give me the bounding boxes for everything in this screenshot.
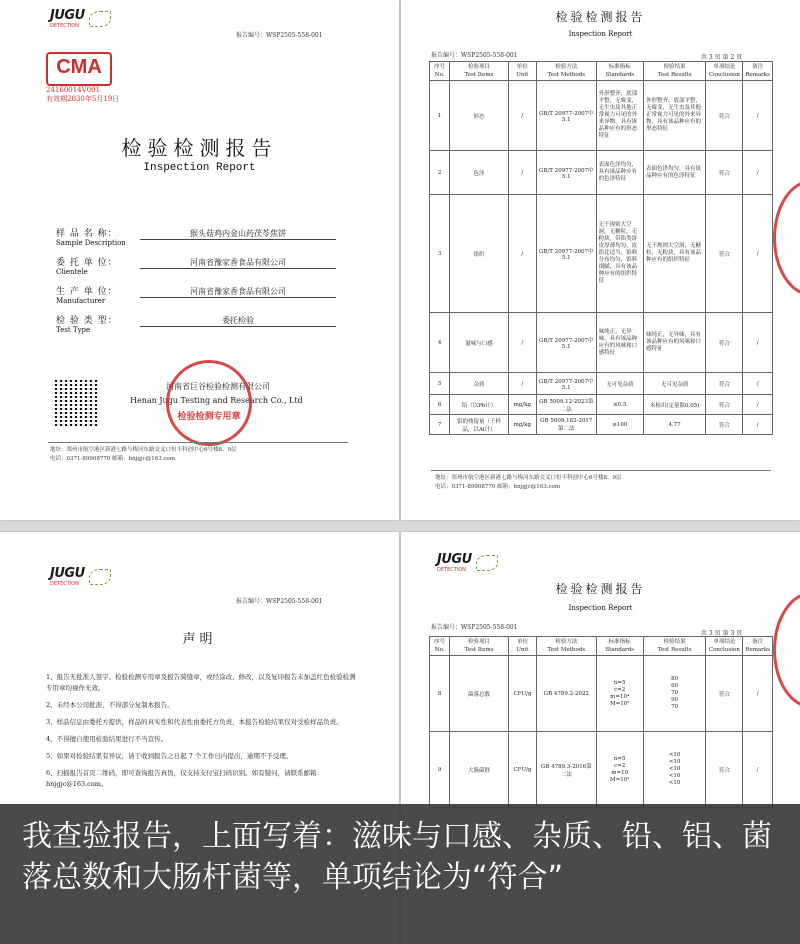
- header-cn: 备注: [752, 64, 764, 70]
- col-header: [536, 62, 596, 81]
- cell-method: GB/T 20977-2007中5.1: [536, 81, 596, 151]
- official-seal-icon: [166, 360, 252, 446]
- header-en: Test Results: [657, 647, 692, 653]
- col-header: [450, 637, 508, 656]
- report-number: 报告编号：WSP2505-558-001: [431, 52, 518, 59]
- cell-standard: 外形整齐，底部平整，无霉变，无生虫及其他正常视力可见的外来异物，具有该品种应有的形态特征: [596, 81, 643, 151]
- page-title: 检验检测报告: [555, 582, 646, 596]
- cell-standard: ≤100: [596, 415, 643, 435]
- cell-conclusion: 符合: [706, 195, 743, 313]
- cell-result: 4.77: [643, 415, 705, 435]
- cell-standard: 味纯正，无异味，具有该品种应有的风味和口感特征: [596, 313, 643, 373]
- cell-method: GB 5009.182-2017第二法: [536, 415, 596, 435]
- declaration-item: 1、报告无批准人签字、检验检测专用章及报告骑缝章，或经涂改、修改，以及复印报告未加盖红色检验检测专用章均视作无效。: [46, 673, 356, 692]
- field-label: 生 产 单 位：: [56, 287, 118, 297]
- cell-conclusion: 符合: [706, 732, 743, 808]
- header-en: Unit: [516, 72, 529, 78]
- footer-address: [435, 474, 622, 492]
- cell-unit: /: [508, 151, 536, 195]
- header-en: No.: [434, 647, 445, 653]
- header-cn: 检验方法: [555, 64, 578, 70]
- declaration-item: 3、样品信息由委托方提供，样品的真实性和代表性由委托方负责，本报告检验结果仅对受检样品负责。: [46, 718, 343, 726]
- cell-unit: CFU/g: [508, 732, 536, 808]
- col-header: [706, 62, 743, 81]
- header-en: Test Results: [657, 72, 692, 78]
- cell-result: <10 <10 <10 <10 <10: [643, 732, 706, 808]
- cell-result: 未检出(定量限0.05): [643, 395, 705, 415]
- declaration-item: 4、不得擅自使用检验结果进行不当宣传。: [46, 735, 168, 743]
- header-cn: 检验项目: [467, 64, 490, 70]
- brand-logo: [50, 8, 111, 29]
- header-en: Test Items: [464, 72, 494, 78]
- brand-sub: DETECTION: [50, 581, 79, 587]
- cell-result: 无可见杂质: [643, 373, 705, 395]
- field-clientele: [56, 255, 356, 276]
- table-row: [430, 373, 773, 395]
- header-en: Unit: [516, 647, 529, 653]
- cell-result: 味纯正，无异味，具有该品种应有的风味和口感特征: [643, 313, 705, 373]
- report-number: 报告编号：WSP2505-558-001: [236, 32, 323, 39]
- cell-no: 5: [430, 373, 450, 395]
- cell-item: 铝的残留量（干样品，以Al计）: [450, 415, 508, 435]
- address-text: 地址：郑州市航空港区新港七路与梅河东路交叉口恒丰科创中心6号楼8、9层: [50, 447, 237, 453]
- cell-no: 6: [430, 395, 450, 415]
- header-cn: 单位: [516, 639, 528, 645]
- brand-name: JUGU: [437, 552, 472, 567]
- cell-result: 80 60 70 90 70: [643, 656, 706, 732]
- seal-text: 检验检测专用章: [177, 412, 241, 422]
- field-label-en: Clientele: [56, 268, 88, 276]
- cma-valid-date: 有效期2030年5月19日: [46, 95, 120, 103]
- header-cn: 检验结果: [663, 639, 686, 645]
- field-label: 样 品 名 称：: [56, 229, 118, 239]
- page-subtitle: Inspection Report: [568, 604, 633, 612]
- cell-unit: CFU/g: [508, 656, 536, 732]
- col-header: [430, 637, 450, 656]
- cell-conclusion: 符合: [706, 415, 743, 435]
- cell-remark: /: [743, 373, 773, 395]
- cell-standard: n=5 c=2 m=10⁴ M=10⁵: [596, 656, 643, 732]
- table-row: [430, 195, 773, 313]
- declaration-item: 5、如果对检验结果有异议，请于收到报告之日起 7 个工作日内提出，逾期不予受理。: [46, 752, 293, 760]
- cell-remark: /: [743, 81, 773, 151]
- address-text: 地址：郑州市航空港区新港七路与梅河东路交叉口恒丰科创中心6号楼8、9层: [435, 475, 622, 481]
- cell-method: GB 4789.3-2016第二法: [537, 732, 596, 808]
- field-label-en: Manufacturer: [56, 297, 106, 305]
- table-header-row: [430, 62, 773, 81]
- cell-result: 外形整齐，底部平整，无霉变，无生虫及其他正常视力可见的外来异物，具有该品种应有的形态特征: [643, 81, 705, 151]
- cell-standard: 无可见杂质: [596, 373, 643, 395]
- cell-method: GB/T 20977-2007中5.1: [536, 373, 596, 395]
- table-row: [430, 151, 773, 195]
- page-subtitle: Inspection Report: [568, 30, 633, 38]
- footer-address: [50, 446, 237, 464]
- header-en: Test Methods: [547, 72, 586, 78]
- table-row: [430, 81, 773, 151]
- page-number: 共 3 页 第 3 页: [701, 630, 743, 637]
- cell-remark: /: [743, 151, 773, 195]
- cell-method: GB 5009.12-2023第二法: [536, 395, 596, 415]
- col-header: [596, 62, 643, 81]
- header-en: No.: [434, 72, 445, 78]
- cma-code-number: 24160014V001: [46, 86, 101, 94]
- field-value: 河南省豫家香食品有限公司: [140, 257, 336, 269]
- cell-conclusion: 符合: [706, 151, 743, 195]
- header-cn: 标准指标: [608, 639, 631, 645]
- cell-remark: /: [743, 732, 773, 808]
- header-en: Conclusion: [708, 72, 740, 78]
- declaration-title: 声明: [182, 632, 217, 647]
- cell-no: 1: [430, 81, 450, 151]
- contact-text: 电话：0371-89908770 邮箱：hnjgjc@163.com: [435, 484, 561, 490]
- cell-item: 色泽: [450, 151, 508, 195]
- field-test-type: [56, 313, 356, 334]
- field-value: 河南省豫家香食品有限公司: [140, 286, 336, 298]
- cell-remark: /: [743, 656, 773, 732]
- page-title: 检验检测报告: [121, 136, 278, 160]
- cell-no: 4: [430, 313, 450, 373]
- cell-remark: /: [743, 415, 773, 435]
- header-en: Test Methods: [547, 647, 586, 653]
- cell-conclusion: 符合: [706, 395, 743, 415]
- cell-method: GB/T 20977-2007中5.1: [536, 151, 596, 195]
- field-manufacturer: [56, 284, 356, 305]
- report-cover-page: [0, 0, 399, 520]
- header-cn: 单项结论: [713, 639, 736, 645]
- cell-method: GB/T 20977-2007中5.1: [536, 195, 596, 313]
- cell-item: 形态: [450, 81, 508, 151]
- declaration-item: 6、扫描报告首页二维码，即可查询报告真伪，仅支持支付宝扫码识别。如有疑问，请联系邮箱：hnjgjc@163.com。: [46, 769, 324, 788]
- col-header: [508, 62, 536, 81]
- declaration-item: 2、未经本公司批准，不得部分复制本报告。: [46, 701, 174, 709]
- col-header: [430, 62, 450, 81]
- field-label: 委 托 单 位：: [56, 258, 118, 268]
- col-header: [450, 62, 508, 81]
- cell-item: 滋味与口感: [450, 313, 508, 373]
- table-row: [430, 313, 773, 373]
- leaf-logo-icon: [476, 555, 498, 571]
- col-header: [743, 637, 773, 656]
- cell-conclusion: 符合: [706, 656, 743, 732]
- qr-code-icon[interactable]: [52, 380, 98, 426]
- cell-unit: /: [508, 313, 536, 373]
- cell-item: 铅（以Pb计）: [450, 395, 508, 415]
- header-cn: 备注: [752, 639, 764, 645]
- cell-conclusion: 符合: [706, 373, 743, 395]
- field-sample: [56, 226, 356, 247]
- col-header: [508, 637, 536, 656]
- divider: [48, 442, 348, 443]
- brand-name: JUGU: [50, 8, 85, 23]
- cell-method: GB/T 20977-2007中5.1: [536, 313, 596, 373]
- declaration-list: [46, 672, 356, 796]
- cell-conclusion: 符合: [706, 81, 743, 151]
- cell-item: 组织: [450, 195, 508, 313]
- cell-standard: 无不规则大空洞，无糖粒，无粉块，带馅类饼皮厚薄均匀，皮馅比适当，馅料分布均匀，馅料细腻，具有该品种应有的组织特征: [596, 195, 643, 313]
- seam-seal-icon: [773, 180, 800, 296]
- cell-unit: /: [508, 195, 536, 313]
- leaf-logo-icon: [89, 569, 111, 585]
- cell-conclusion: 符合: [706, 313, 743, 373]
- cell-no: 3: [430, 195, 450, 313]
- cell-item: 大肠菌群: [450, 732, 508, 808]
- cell-method: GB 4789.2-2022: [537, 656, 596, 732]
- cell-unit: mg/kg: [508, 395, 536, 415]
- field-label-en: Sample Description: [56, 239, 126, 247]
- leaf-logo-icon: [89, 11, 111, 27]
- cell-result: 表面色泽均匀，具有该品种应有的色泽特征: [643, 151, 705, 195]
- brand-name: JUGU: [50, 566, 85, 581]
- table-row: [430, 395, 773, 415]
- header-en: Standards: [605, 647, 634, 653]
- contact-text: 电话：0371-89908770 邮箱：hnjgjc@163.com: [50, 456, 176, 462]
- header-cn: 单项结论: [713, 64, 736, 70]
- field-value: 猴头菇鸡内金山药茯苓焦饼: [140, 228, 336, 240]
- table-header-row: [430, 637, 773, 656]
- field-label: 检 验 类 型：: [56, 316, 118, 326]
- header-en: Test Items: [464, 647, 494, 653]
- col-header: [537, 637, 596, 656]
- field-label-en: Test Type: [56, 326, 91, 334]
- page-number: 共 3 页 第 2 页: [701, 54, 743, 61]
- caption-overlay: 我查验报告，上面写着：滋味与口感、杂质、铅、铝、菌落总数和大肠杆菌等，单项结论为“符合”: [0, 804, 800, 944]
- page-subtitle: Inspection Report: [143, 162, 256, 174]
- brand-logo: [50, 566, 111, 587]
- header-cn: 单位: [516, 64, 528, 70]
- header-en: Remarks: [745, 72, 770, 78]
- cell-unit: /: [508, 81, 536, 151]
- brand-sub: DETECTION: [50, 23, 79, 29]
- cell-no: 2: [430, 151, 450, 195]
- page-title: 检验检测报告: [555, 10, 646, 24]
- cell-remark: /: [743, 395, 773, 415]
- col-header: [643, 62, 705, 81]
- col-header: [643, 637, 706, 656]
- header-en: Standards: [605, 72, 635, 78]
- cell-unit: /: [508, 373, 536, 395]
- brand-sub: DETECTION: [437, 567, 466, 573]
- header-cn: 检验方法: [555, 639, 578, 645]
- results-table: [429, 636, 773, 808]
- cma-mark-icon: CMA: [46, 52, 112, 86]
- header-en: Conclusion: [708, 647, 740, 653]
- report-results-page-2: [401, 0, 800, 520]
- cell-item: 菌落总数: [450, 656, 508, 732]
- col-header: [706, 637, 743, 656]
- header-cn: 检验结果: [663, 64, 686, 70]
- table-row: [430, 656, 773, 732]
- cell-no: 8: [430, 656, 450, 732]
- report-number: 报告编号：WSP2505-558-001: [236, 598, 323, 605]
- header-cn: 检验项目: [468, 639, 491, 645]
- cma-code: [46, 86, 119, 104]
- org-name-en: Henan Jugu Testing and Research Co., Ltd: [130, 396, 303, 405]
- results-table: [429, 61, 773, 435]
- col-header: [743, 62, 773, 81]
- col-header: [596, 637, 643, 656]
- cell-standard: ≤0.5: [596, 395, 643, 415]
- header-cn: 标准指标: [608, 64, 631, 70]
- header-cn: 序号: [434, 64, 446, 70]
- cell-no: 9: [430, 732, 450, 808]
- header-cn: 序号: [434, 639, 446, 645]
- cell-standard: n=5 c=2 m=10 M=10²: [596, 732, 643, 808]
- divider: [431, 470, 771, 471]
- cell-remark: /: [743, 313, 773, 373]
- report-number: 报告编号：WSP2505-558-001: [431, 624, 518, 631]
- cell-item: 杂质: [450, 373, 508, 395]
- table-row: [430, 732, 773, 808]
- field-value: 委托检验: [140, 315, 336, 327]
- cell-unit: mg/kg: [508, 415, 536, 435]
- cell-no: 7: [430, 415, 450, 435]
- cell-standard: 表面色泽均匀，具有该品种应有的色泽特征: [596, 151, 643, 195]
- header-en: Remarks: [745, 647, 770, 653]
- table-row: [430, 415, 773, 435]
- cell-remark: /: [743, 195, 773, 313]
- brand-logo: [437, 552, 498, 573]
- org-name-cn: 河南省巨谷检验检测有限公司: [166, 382, 270, 391]
- cell-result: 无不规则大空洞，无糖粒，无粉块，具有该品种应有的组织特征: [643, 195, 705, 313]
